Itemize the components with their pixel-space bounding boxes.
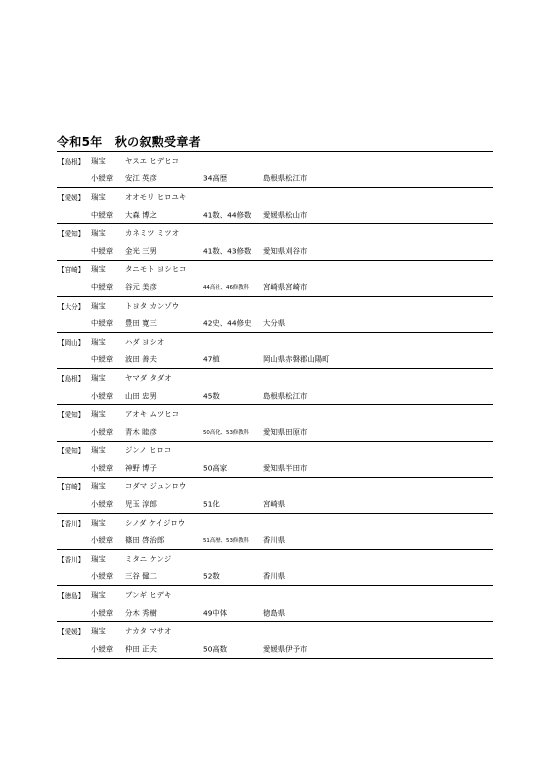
certification: 50高数 bbox=[203, 644, 228, 654]
address: 宮崎県 bbox=[263, 499, 286, 509]
address: 徳島県 bbox=[263, 608, 286, 618]
region-label: 【大分】 bbox=[58, 302, 85, 311]
region-label: 【愛知】 bbox=[58, 411, 85, 420]
region-label: 【香川】 bbox=[58, 519, 85, 528]
recipient-entry bbox=[57, 188, 493, 224]
address: 愛知県刈谷市 bbox=[263, 246, 308, 256]
address: 愛媛県伊予市 bbox=[263, 644, 308, 654]
region-label: 【宮崎】 bbox=[58, 266, 85, 275]
name-kanji: 分木 秀樹 bbox=[125, 608, 157, 618]
name-kanji: 篠田 啓治郎 bbox=[125, 535, 165, 545]
award-label: 瑞宝 bbox=[91, 481, 106, 491]
name-kanji: 神野 博子 bbox=[125, 463, 157, 473]
detail-row bbox=[57, 278, 493, 296]
kana-row bbox=[57, 622, 493, 640]
name-kana: ナカタ マサオ bbox=[125, 626, 172, 636]
detail-row bbox=[57, 531, 493, 549]
award-label: 瑞宝 bbox=[91, 518, 106, 528]
detail-row bbox=[57, 423, 493, 441]
detail-row bbox=[57, 640, 493, 658]
award-label: 瑞宝 bbox=[91, 156, 106, 166]
award-grade: 中綬章 bbox=[91, 282, 114, 292]
certification: 51高歴、53修教科 bbox=[203, 538, 250, 545]
recipient-entry bbox=[57, 550, 493, 586]
detail-row bbox=[57, 206, 493, 224]
award-label: 瑞宝 bbox=[91, 301, 106, 311]
kana-row bbox=[57, 405, 493, 423]
award-label: 瑞宝 bbox=[91, 554, 106, 564]
detail-row bbox=[57, 568, 493, 586]
name-kana: ヤマダ タダオ bbox=[125, 373, 172, 383]
award-label: 瑞宝 bbox=[91, 445, 106, 455]
certification: 34高歴 bbox=[203, 173, 228, 183]
address: 香川県 bbox=[263, 535, 286, 545]
award-grade: 小綬章 bbox=[91, 571, 114, 581]
award-label: 瑞宝 bbox=[91, 409, 106, 419]
kana-row bbox=[57, 297, 493, 315]
recipient-entry bbox=[57, 297, 493, 333]
address: 愛知県半田市 bbox=[263, 463, 308, 473]
address: 島根県松江市 bbox=[263, 391, 308, 401]
award-grade: 小綬章 bbox=[91, 463, 114, 473]
kana-row bbox=[57, 514, 493, 532]
recipient-entry bbox=[57, 224, 493, 260]
name-kana: アオキ ムツヒコ bbox=[125, 409, 180, 419]
certification: 50高化、53修教科 bbox=[203, 429, 250, 436]
name-kanji: 谷元 美彦 bbox=[125, 282, 157, 292]
recipient-entry bbox=[57, 261, 493, 297]
region-label: 【香川】 bbox=[58, 555, 85, 564]
address: 香川県 bbox=[263, 571, 286, 581]
name-kana: オオモリ ヒロユキ bbox=[125, 192, 187, 202]
recipient-entry bbox=[57, 333, 493, 369]
kana-row bbox=[57, 442, 493, 460]
kana-row bbox=[57, 188, 493, 206]
region-label: 【愛媛】 bbox=[58, 628, 85, 637]
award-grade: 小綬章 bbox=[91, 608, 114, 618]
award-label: 瑞宝 bbox=[91, 264, 106, 274]
name-kanji: 大森 博之 bbox=[125, 210, 157, 220]
certification: 50高家 bbox=[203, 463, 228, 473]
detail-row bbox=[57, 242, 493, 260]
detail-row bbox=[57, 170, 493, 188]
detail-row bbox=[57, 495, 493, 513]
kana-row bbox=[57, 261, 493, 279]
certification: 49中体 bbox=[203, 608, 228, 618]
award-grade: 中綬章 bbox=[91, 210, 114, 220]
kana-row bbox=[57, 369, 493, 387]
address: 岡山県赤磐郡山陽町 bbox=[263, 354, 330, 364]
certification: 41数、44修数 bbox=[203, 210, 252, 220]
certification: 45数 bbox=[203, 391, 220, 401]
name-kanji: 金光 三男 bbox=[125, 246, 157, 256]
region-label: 【愛知】 bbox=[58, 447, 85, 456]
certification: 41数、43修数 bbox=[203, 246, 252, 256]
certification: 42史、44修史 bbox=[203, 318, 252, 328]
page-title: 令和5年 秋の叙勲受章者 bbox=[57, 135, 201, 149]
detail-row bbox=[57, 604, 493, 622]
name-kana: シノダ ケイジロウ bbox=[125, 518, 186, 528]
certification: 51化 bbox=[203, 499, 220, 509]
region-label: 【宮崎】 bbox=[58, 483, 85, 492]
award-grade: 小綬章 bbox=[91, 391, 114, 401]
recipient-entry bbox=[57, 622, 493, 658]
region-label: 【愛知】 bbox=[58, 230, 85, 239]
name-kana: ヤスエ ヒデヒコ bbox=[125, 156, 179, 166]
award-label: 瑞宝 bbox=[91, 373, 106, 383]
award-grade: 小綬章 bbox=[91, 644, 114, 654]
region-label: 【島根】 bbox=[58, 157, 85, 166]
kana-row bbox=[57, 478, 493, 496]
recipient-entry bbox=[57, 405, 493, 441]
name-kanji: 児玉 淳郎 bbox=[125, 499, 157, 509]
name-kanji: 山田 忠男 bbox=[125, 391, 157, 401]
award-label: 瑞宝 bbox=[91, 337, 106, 347]
address: 宮崎県宮崎市 bbox=[263, 282, 308, 292]
kana-row bbox=[57, 550, 493, 568]
name-kanji: 青木 睦彦 bbox=[125, 427, 157, 437]
certification: 52数 bbox=[203, 571, 220, 581]
recipient-entry bbox=[57, 442, 493, 478]
region-label: 【岡山】 bbox=[58, 338, 85, 347]
kana-row bbox=[57, 586, 493, 604]
address: 愛知県田原市 bbox=[263, 427, 308, 437]
address: 大分県 bbox=[263, 318, 286, 328]
region-label: 【島根】 bbox=[58, 374, 85, 383]
name-kanji: 波田 善夫 bbox=[125, 354, 157, 364]
name-kana: ハダ ヨシオ bbox=[125, 337, 165, 347]
award-grade: 中綬章 bbox=[91, 246, 114, 256]
name-kana: ブンギ ヒデキ bbox=[125, 590, 172, 600]
award-label: 瑞宝 bbox=[91, 228, 106, 238]
certification: 47植 bbox=[203, 354, 220, 364]
name-kana: ジンノ ヒロコ bbox=[125, 445, 172, 455]
award-label: 瑞宝 bbox=[91, 590, 106, 600]
name-kanji: 豊田 寛三 bbox=[125, 318, 157, 328]
award-grade: 中綬章 bbox=[91, 318, 114, 328]
name-kana: トヨタ カンゾウ bbox=[125, 301, 180, 311]
name-kana: ミタニ ケンジ bbox=[125, 554, 172, 564]
kana-row bbox=[57, 152, 493, 170]
name-kana: コダマ ジュンロウ bbox=[125, 481, 187, 491]
kana-row bbox=[57, 224, 493, 242]
award-grade: 小綬章 bbox=[91, 499, 114, 509]
certification: 44高社、46修教科 bbox=[203, 284, 250, 291]
detail-row bbox=[57, 351, 493, 369]
name-kanji: 仲田 正夫 bbox=[125, 644, 157, 654]
detail-row bbox=[57, 387, 493, 405]
award-grade: 中綬章 bbox=[91, 354, 114, 364]
name-kana: カネミツ ミツオ bbox=[125, 228, 180, 238]
recipient-entry bbox=[57, 152, 493, 188]
region-label: 【愛媛】 bbox=[58, 193, 85, 202]
region-label: 【徳島】 bbox=[58, 592, 85, 601]
award-label: 瑞宝 bbox=[91, 626, 106, 636]
name-kanji: 安江 英彦 bbox=[125, 173, 157, 183]
award-grade: 小綬章 bbox=[91, 535, 114, 545]
name-kanji: 三谷 健二 bbox=[125, 571, 157, 581]
award-grade: 小綬章 bbox=[91, 173, 114, 183]
recipient-list bbox=[57, 151, 493, 659]
award-label: 瑞宝 bbox=[91, 192, 106, 202]
detail-row bbox=[57, 314, 493, 332]
recipient-entry bbox=[57, 369, 493, 405]
name-kana: タニモト ヨシヒコ bbox=[125, 264, 187, 274]
award-grade: 小綬章 bbox=[91, 427, 114, 437]
recipient-entry bbox=[57, 586, 493, 622]
kana-row bbox=[57, 333, 493, 351]
address: 島根県松江市 bbox=[263, 173, 308, 183]
recipient-entry bbox=[57, 514, 493, 550]
address: 愛媛県松山市 bbox=[263, 210, 308, 220]
recipient-entry bbox=[57, 478, 493, 514]
detail-row bbox=[57, 459, 493, 477]
